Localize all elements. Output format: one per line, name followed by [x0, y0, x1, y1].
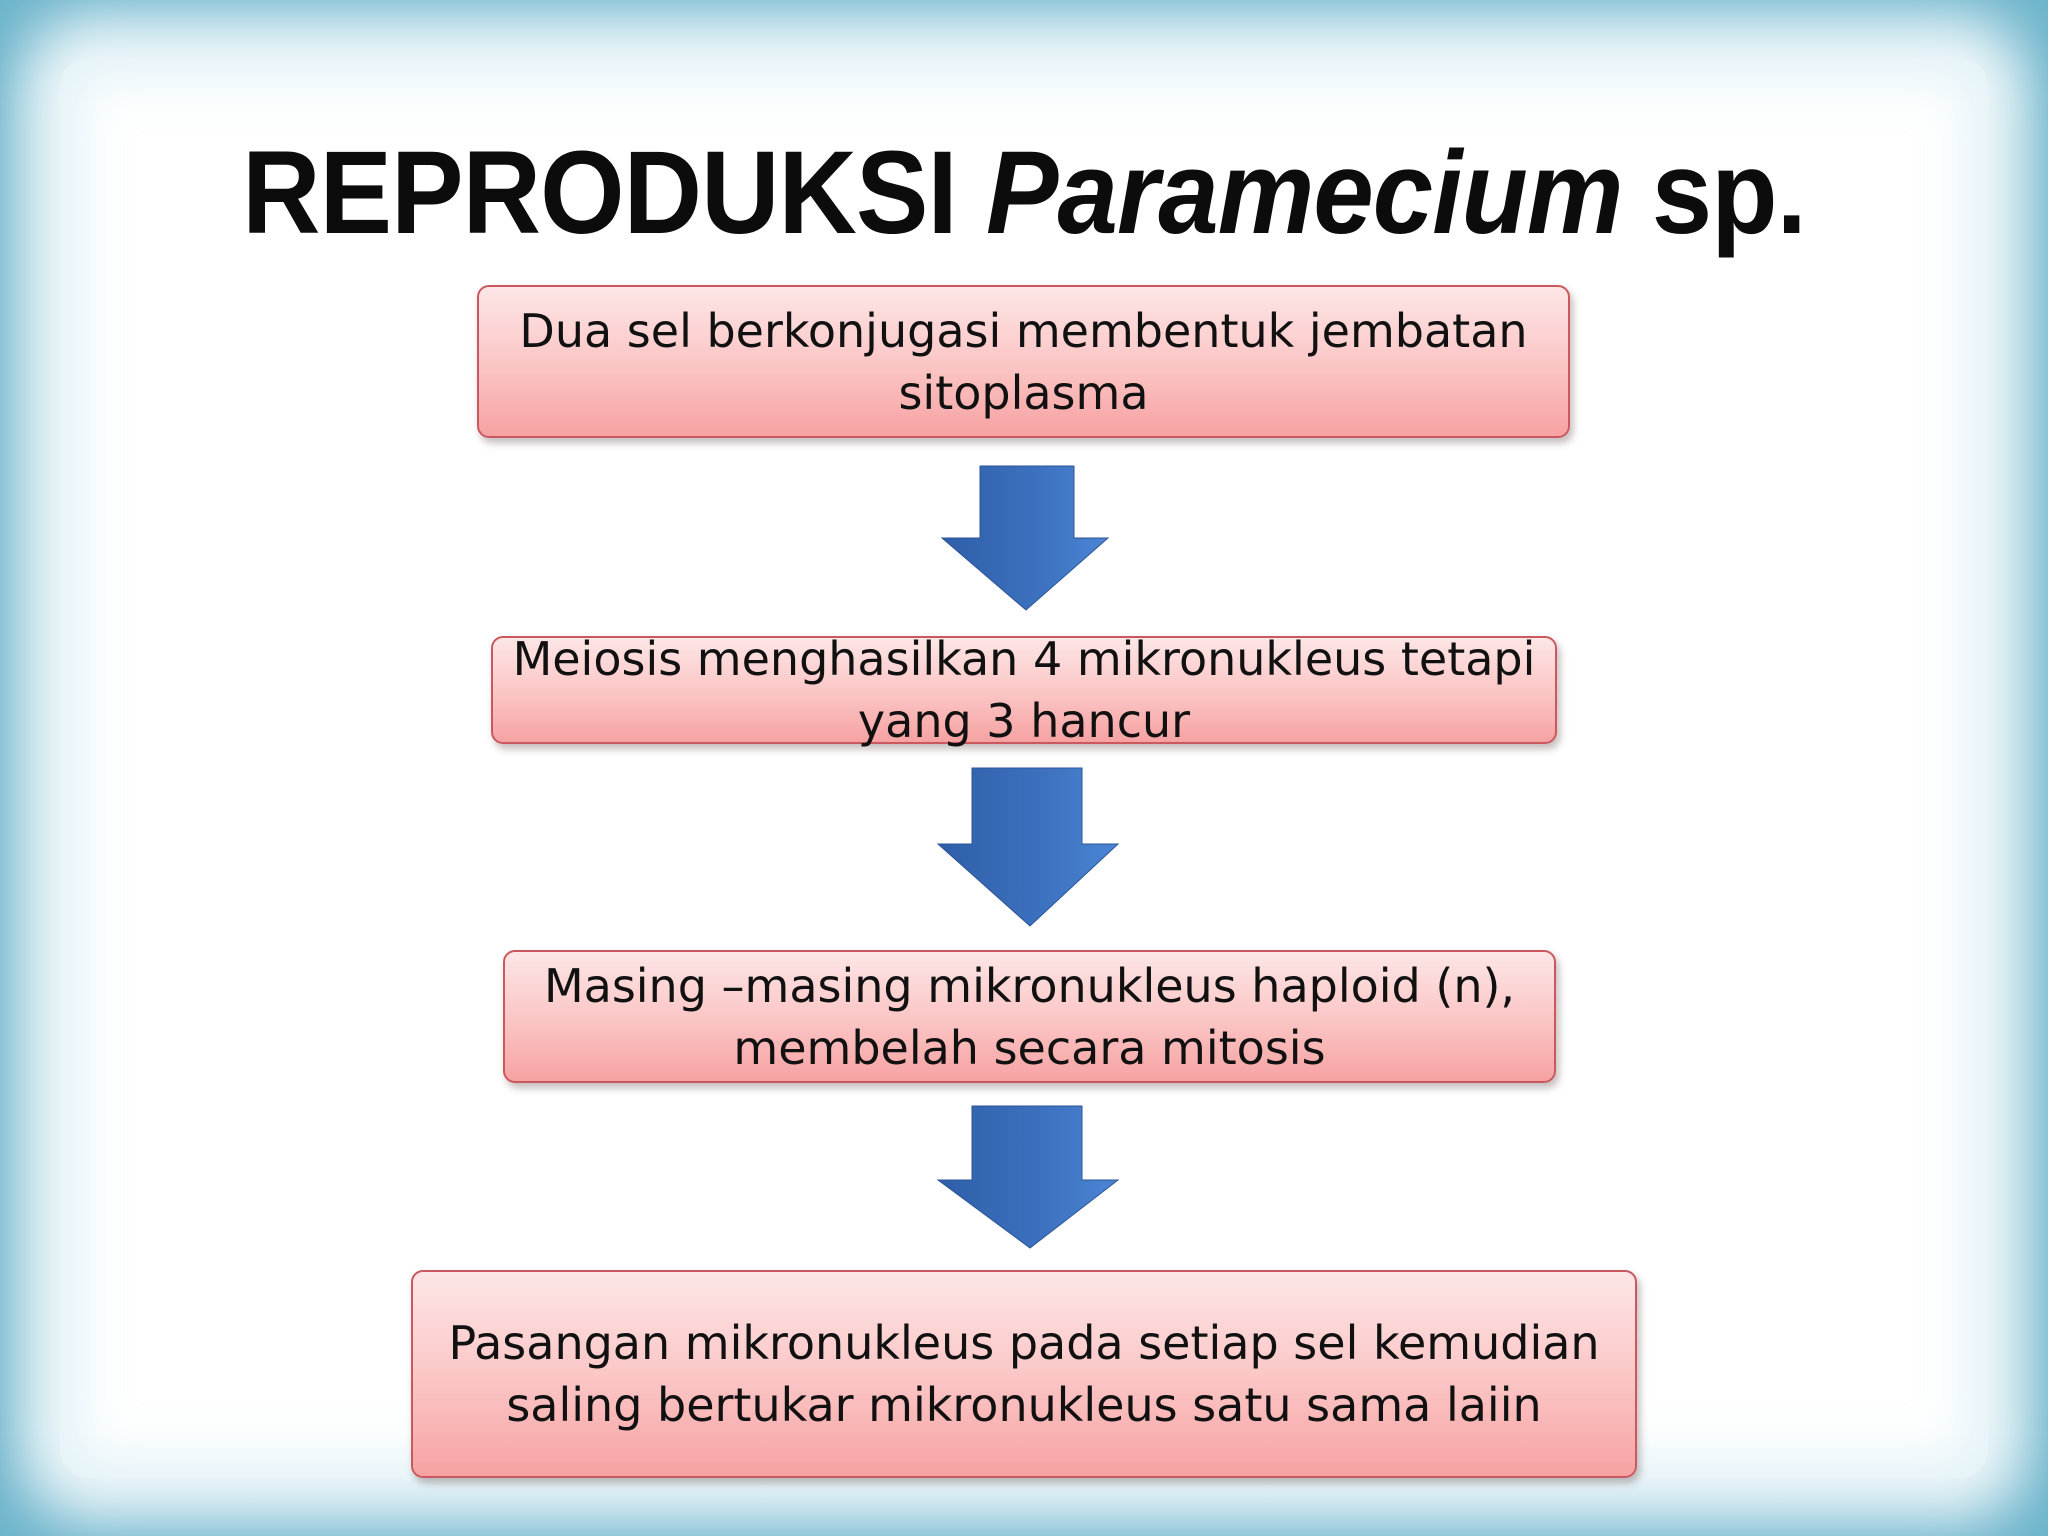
step-1-line-2: sitoplasma — [898, 365, 1149, 420]
title-suffix: sp. — [1651, 127, 1806, 259]
step-1-line-1: Dua sel berkonjugasi membentuk jembatan — [519, 303, 1528, 358]
step-4-line-2: saling bertukar mikronukleus satu sama laiin — [506, 1378, 1542, 1432]
step-2-line-1: Meiosis menghasilkan 4 mikronukleus tetapi — [512, 632, 1536, 686]
step-2-line-2: yang 3 hancur — [857, 694, 1191, 748]
arrow-down-icon — [934, 766, 1120, 928]
arrow-down-icon — [934, 1104, 1120, 1250]
step-box-1 — [477, 285, 1570, 438]
step-box-2 — [491, 632, 1557, 748]
step-box-3 — [503, 950, 1556, 1083]
slide-title — [82, 128, 1966, 258]
step-box-4 — [411, 1270, 1637, 1478]
arrow-down-icon — [938, 464, 1110, 614]
title-main: REPRODUKSI — [242, 127, 957, 259]
step-3-line-2: membelah secara mitosis — [733, 1020, 1326, 1075]
step-3-line-1: Masing –masing mikronukleus haploid (n), — [543, 958, 1516, 1013]
step-4-line-1: Pasangan mikronukleus pada setiap sel kemudian — [448, 1316, 1600, 1370]
title-species: Paramecium — [986, 127, 1623, 259]
